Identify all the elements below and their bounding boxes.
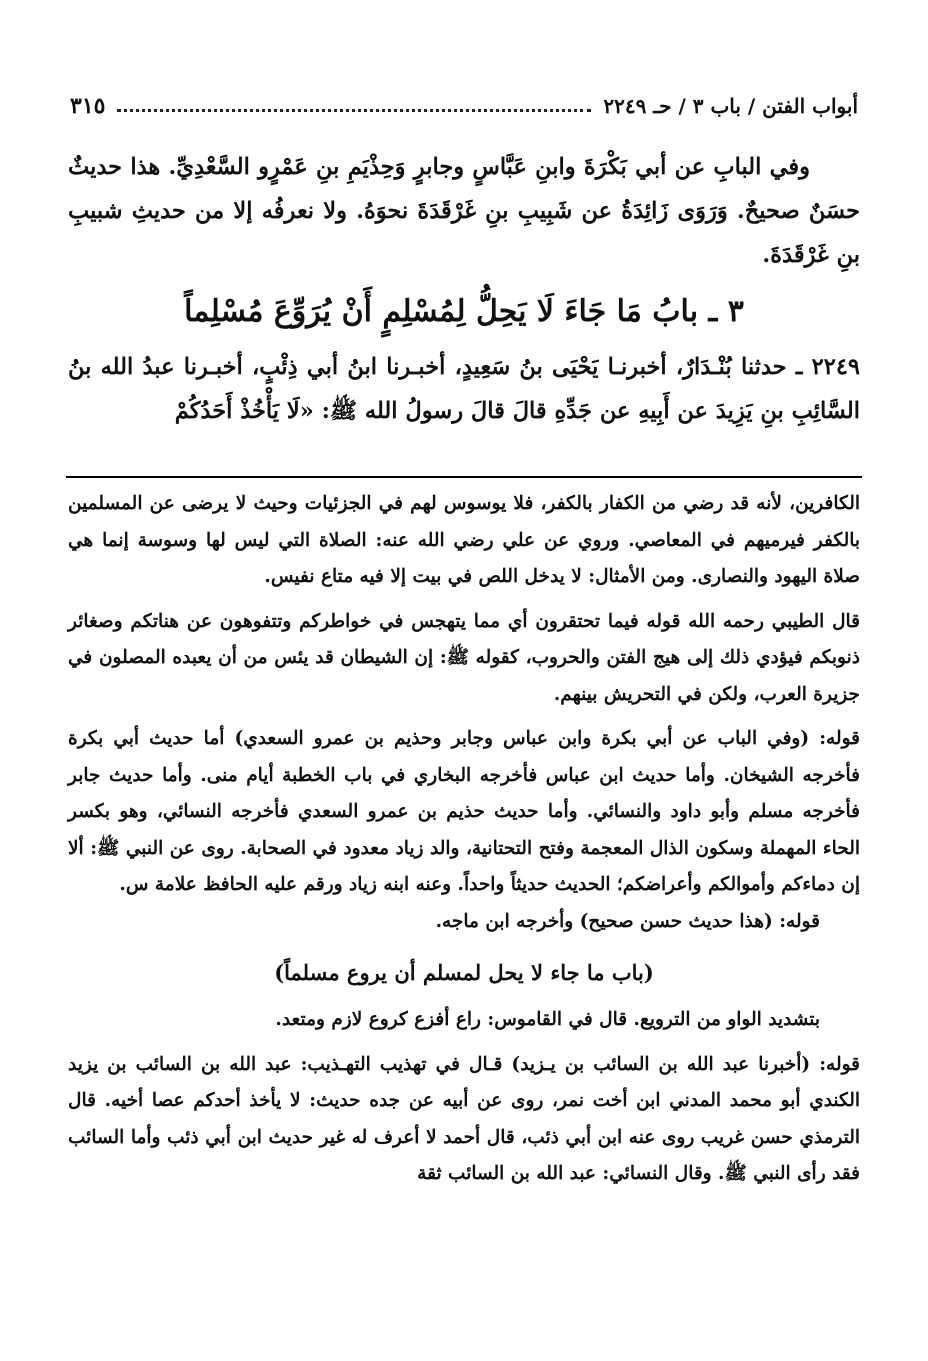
commentary-paragraph: قال الطيبي رحمه الله قوله فيما تحتقرون أي مما يتهجس في خواطركم وتتفوهون عن هناتكم وصغائر ذنوبكم فيؤدي ذلك إلى هيج الفتن والحروب، كقوله ﷺ: إن الشيطان قد يئس من أن يعبده المصلون في جزيرة العرب، ولكن في التحريش بينهم. (68, 610, 860, 705)
commentary-paragraph: قوله: (أخبرنا عبد الله بن السائب بن يـزيد) قـال في تهذيب التهـذيب: عبد الله بن السائب بن يزيد الكندي أبو محمد المدني ابن أخت نمر، روى عن أبيه عن جده حديث: لا يأخذ أحدكم عصا أخيه. قال الترمذي حسن غريب روى عنه ابن أبي ذئب، قال أحمد لا أعرف له غير حديث ابن أبي ذئب وأما السائب فقد رأى النبي ﷺ. وقال النسائي: عبد الله بن السائب ثقة (68, 1053, 860, 1184)
commentary-paragraph: بتشديد الواو من الترويع. قال في القاموس: راع أفزع كروع لازم ومتعد. (275, 1009, 820, 1030)
commentary-paragraph: الكافرين، لأنه قد رضي من الكفار بالكفر، فلا يوسوس لهم في الجزئيات وحيث لا يرضى عن المسلمين بالكفر فيرميهم في المعاصي. وروي عن علي رضي الله عنه: الصلاة التي ليس لها وسوسة إنما هي صلاة اليهود والنصارى. ومن الأمثال: لا يدخل اللص في بيت إلا فيه متاع نفيس. (68, 493, 860, 587)
main-text (68, 145, 860, 433)
page-header (70, 88, 858, 124)
dotted-leader (117, 109, 591, 112)
main-paragraph: وفي البابِ عن أبي بَكْرَةَ وابنِ عَبَّاسٍ وجابرٍ وَحِذْيَمِ بنِ عَمْرٍو السَّعْدِيِّ. هذا حديثٌ حسَنٌ صحيحٌ. وَرَوَى زَائِدَةُ عن شَبِيبِ بنِ غَرْقَدَةَ نحوَهُ. ولا نعرفُه إلا من حديثِ شبيبِ بنِ غَرْقَدَةَ. (68, 154, 860, 268)
commentary-paragraph: قوله: (هذا حديث حسن صحيح) وأخرجه ابن ماجه. (435, 910, 820, 932)
running-title: أبواب الفتن / باب ٣ / حـ ٢٢٤٩ (603, 94, 858, 118)
hadith-text: ٢٢٤٩ ـ حدثنا بُنْـدَارٌ، أخبرنـا يَحْيَى بنُ سَعِيدٍ، أخبـرنا ابنُ أبي ذِئْبٍ، أخبـرنا عبدُ الله بنُ السَّائِبِ بنِ يَزِيدَ عن أَبِيهِ عن جَدِّهِ قالَ قالَ رسولُ الله ﷺ: «لَا يَأْخُذْ أَحَدُكُمْ (68, 354, 860, 424)
page-number: ٣١٥ (70, 93, 106, 119)
commentary-paragraph: قوله: (وفي الباب عن أبي بكرة وابن عباس وجابر وحذيم بن عمرو السعدي) أما حديث أبي بكرة فأخرجه الشيخان. وأما حديث ابن عباس فأخرجه البخاري في باب الخطبة أيام منى. وأما حديث جابر فأخرجه مسلم وأبو داود والنسائي. وأما حديث حذيم بن عمرو السعدي فأخرجه النسائي، وهو بكسر الحاء المهملة وسكون الذال المعجمة وفتح التحتانية، والد زياد معدود في الصحابة. روى عن النبي ﷺ: ألا إن دماءكم وأموالكم وأعراضكم؛ الحديث حديثاً واحداً. وعنه ابنه زياد ورقم عليه الحافظ علامة س. (68, 728, 860, 895)
chapter-heading: ٣ ـ بابُ مَا جَاءَ لَا يَحِلُّ لِمُسْلِمٍ أَنْ يُرَوِّعَ مُسْلِماً (184, 294, 744, 329)
footnote-separator (66, 476, 862, 478)
commentary (68, 486, 860, 1193)
commentary-sub-heading: (باب ما جاء لا يحل لمسلم أن يروع مسلماً) (274, 960, 654, 985)
